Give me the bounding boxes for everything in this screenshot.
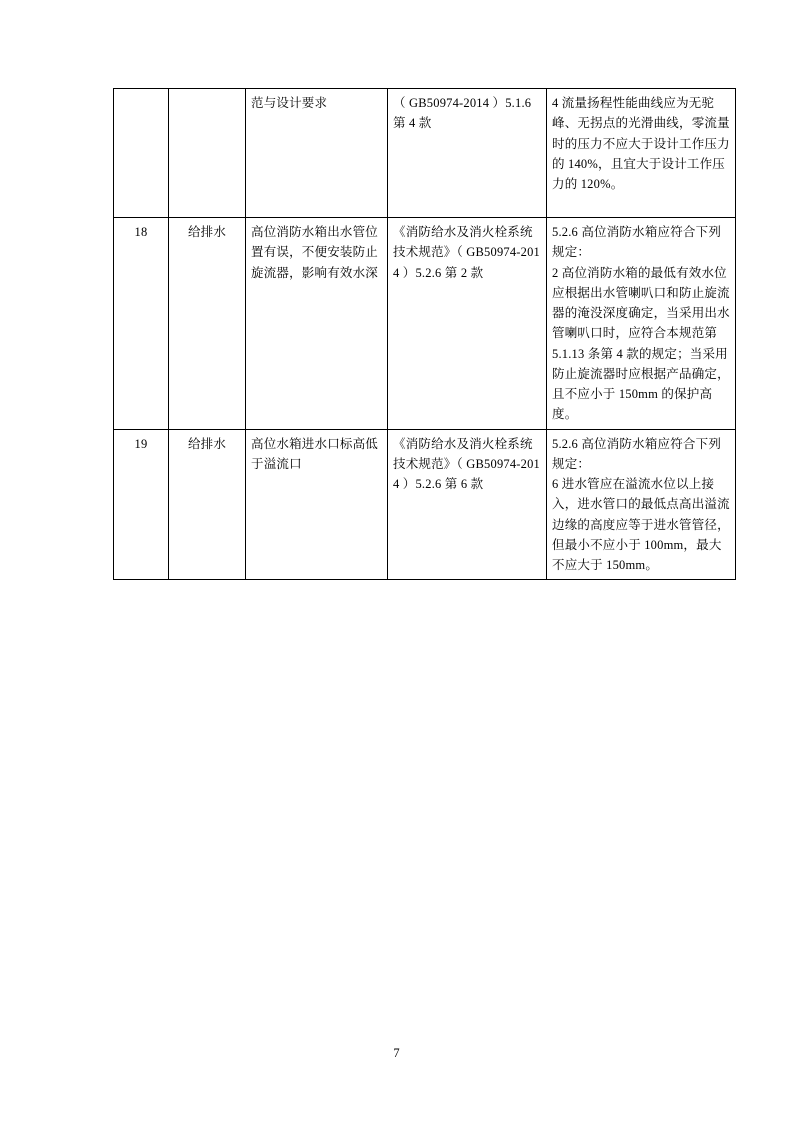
row-category-cell: 给排水 [169, 429, 246, 580]
table-row [114, 429, 736, 580]
row-clause-text-cell: 5.2.6 高位消防水箱应符合下列规定： 2 高位消防水箱的最低有效水位应根据出水管喇叭口和防止旋流器的淹没深度确定，当采用出水管喇叭口时，应符合本规范第 5.1.13 条第 4 款的规定；当采用防止旋流器时应根据产品确定，且不应小于 150mm 的保护高度。 [547, 218, 736, 430]
row-reference-cell: （ GB50974-2014 ）5.1.6 第 4 款 [388, 89, 547, 218]
page-number: 7 [393, 1046, 400, 1060]
table-row [114, 218, 736, 430]
row-description-cell: 范与设计要求 [246, 89, 388, 218]
row-number-cell [114, 89, 169, 218]
row-clause-text-cell: 4 流量扬程性能曲线应为无驼峰、无拐点的光滑曲线，零流量时的压力不应大于设计工作压力的 140%，且宜大于设计工作压力的 120%。 [547, 89, 736, 218]
row-description-cell: 高位水箱进水口标高低于溢流口 [246, 429, 388, 580]
table-row [114, 89, 736, 218]
requirements-table [113, 88, 736, 580]
row-reference-cell: 《消防给水及消火栓系统技术规范》（ GB50974-2014 ）5.2.6 第 2 款 [388, 218, 547, 430]
row-reference-cell: 《消防给水及消火栓系统技术规范》（ GB50974-2014 ）5.2.6 第 6 款 [388, 429, 547, 580]
row-description-cell: 高位消防水箱出水管位置有误，不便安装防止旋流器，影响有效水深 [246, 218, 388, 430]
row-number-cell: 19 [114, 429, 169, 580]
row-clause-text-cell: 5.2.6 高位消防水箱应符合下列规定： 6 进水管应在溢流水位以上接入，进水管口的最低点高出溢流边缘的高度应等于进水管管径，但最小不应小于 100mm，最大不应大于 150mm。 [547, 429, 736, 580]
row-number-cell: 18 [114, 218, 169, 430]
row-category-cell [169, 89, 246, 218]
row-category-cell: 给排水 [169, 218, 246, 430]
table-body [114, 89, 736, 580]
